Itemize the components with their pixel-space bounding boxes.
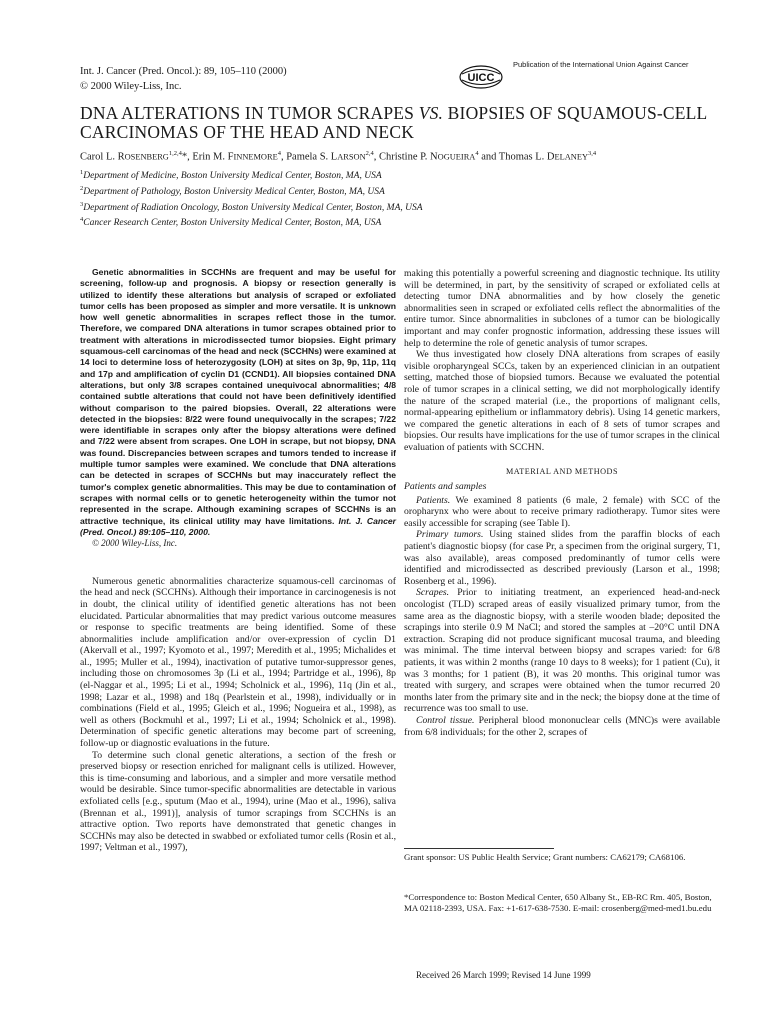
- methods-paragraph: Primary tumors. Using stained slides from the paraffin blocks of each patient's diagnostic biopsy (for case Pr, a specimen from the original surgery, T1, was also available), areas composed predominantly of tumor cells were identified and microdissected as described previously (Larson et al., 1998; Rosenberg et al., 1996).: [404, 529, 720, 587]
- affiliation: $^3$Department of Radiation Oncology, Boston University Medical Center, Boston, MA, USA: [80, 200, 423, 213]
- methods-paragraph: Patients. We examined 8 patients (6 male, 2 female) with SCC of the oropharynx who were about to receive primary radiotherapy. Tumor sites were easily accessible for scraping (see Table I).: [404, 494, 720, 529]
- right-column: [404, 268, 720, 738]
- affiliation: $^2$Department of Pathology, Boston University Medical Center, Boston, MA, USA: [80, 184, 385, 197]
- left-column: [80, 267, 396, 854]
- run-in-head: Primary tumors.: [416, 529, 484, 541]
- logo-text: UICC: [467, 72, 495, 84]
- received-dates: Received 26 March 1999; Revised 14 June 1999: [416, 970, 591, 980]
- footnote-rule: [404, 848, 554, 849]
- affiliation: $^4$Cancer Research Center, Boston University Medical Center, Boston, MA, USA: [80, 216, 382, 229]
- journal-copyright: © 2000 Wiley-Liss, Inc.: [80, 81, 182, 92]
- affiliation-text: Department of Pathology, Boston University Medical Center, Boston, MA, USA: [83, 186, 385, 197]
- run-in-head: Scrapes.: [416, 587, 450, 599]
- run-in-head: Control tissue.: [416, 714, 475, 726]
- affiliation-text: Department of Radiation Oncology, Boston University Medical Center, Boston, MA, USA: [83, 202, 423, 213]
- affiliation-text: Cancer Research Center, Boston University Medical Center, Boston, MA, USA: [83, 218, 382, 229]
- author-list: Carol L. ROSENBERG$^{1,2,4}$*, Erin M. FINNEMORE$^4$, Pamela S. LARSON$^{2,4}$, Christine P. NOGUEIRA$^4$ and Thomas L. DELANEY$^{3,4}$: [80, 150, 597, 163]
- methods-paragraph: Scrapes. Prior to initiating treatment, an experienced head-and-neck oncologist (TLD) scraped areas of easily visualized primary tumor, from the same area as the diagnostic biopsy, with a sterile wooden blade; deposited the scrapings into sterile 0.9 M NaCl; and stored the samples at –20°C until DNA extraction. Scraping did not produce significant mucosal trauma, and bleeding was minimal. The time interval between biopsy and scrapes varied: for 6/8 patients, it was within 2 months (range 10 days to 8 weeks); for 1 patient (Cu), it was 3 months; for 1 patient (B), it was 20 months. This original tumor was treated with surgery, and scrapes were obtained when the tumor recurred 20 months later from the primary site and in the neck; the biopsy done at the time of recurrence was too small to use.: [404, 587, 720, 715]
- subsection-heading: Patients and samples: [404, 481, 487, 493]
- affiliations: [80, 167, 720, 230]
- abstract-copyright: © 2000 Wiley-Liss, Inc.: [92, 538, 178, 549]
- journal-citation: Int. J. Cancer (Pred. Oncol.): 89, 105–110 (2000): [80, 66, 287, 77]
- methods-paragraph: Control tissue. Peripheral blood mononuclear cells (MNC)s were available from 6/8 individuals; for the other 2, scrapes of: [404, 714, 721, 738]
- paper-title: DNA ALTERATIONS IN TUMOR SCRAPES VS. BIOPSIES OF SQUAMOUS-CELL CARCINOMAS OF THE HEAD AND NECK: [80, 103, 707, 142]
- body-paragraph: We thus investigated how closely DNA alterations from scrapes of easily visible oropharyngeal SCCs, taken by an experienced clinician in an outpatient setting, matched those of biopsied tumors. Because we evaluated the potential role of tumor scrapes in a clinical setting, we did not morphologically identify the nature of the scraped material (i.e., the proportions of malignant cells, normal-appearing epithelium or inflammatory debris). Using 14 genetic markers, we compared the genetic alterations in each of 8 sets of tumor scrapes and biopsies. Our results have implications for the use of tumor scrapes in the clinical evaluation of patients with SCCHN.: [404, 349, 720, 453]
- intro-paragraph: To determine such clonal genetic alterations, a section of the fresh or preserved biopsy or resection enriched for malignant cells is utilized. However, this is time-consuming and laborious, and a simpler and more versatile method would be desirable. Since tumor-specific abnormalities are detectable in various exfoliated cells [e.g., sputum (Mao et al., 1994), urine (Mao et al., 1996), saliva (Brennan et al., 1991)], analysis of tumor scrapings from SCCHNs is an attractive option. Two reports have demonstrated that genetic changes in SCCHNs may also be detected in swabbed or exfoliated tumor cells (Rosin et al., 1997; Veltman et al., 1997),: [80, 749, 396, 854]
- intro-paragraph: Numerous genetic abnormalities characterize squamous-cell carcinomas of the head and neck (SCCHNs). Although their importance in carcinogenesis is not in doubt, the clinical utility of identified genetic alterations has not been elucidated. Particular abnormalities that may predict various outcome measures or response to specific treatments are being identified. Some of these abnormalities include amplification and/or over-expression of cyclin D1 (Akervall et al., 1997; Kyomoto et al., 1997; Meredith et al., 1995; Michalides et al., 1995; Muller et al., 1994), inactivation of putative tumor-suppressor genes, including those on chromosomes 3p (Li et al., 1994; Partridge et al., 1996), 8p (el-Naggar et al., 1995; Li et al., 1994; Scholnick et al., 1996), 11q (Jin et al., 1998; Lazar et al., 1998) and 18q (Pearlstein et al., 1998), individually or in combinations (Field et al., 1995; Gleich et al., 1996; Nogueira et al., 1998), as well as others (Bockmuhl et al., 1997; Li et al., 1994; Scholnick et al., 1998). Determination of specific genetic alterations may become part of screening, follow-up or diagnostic evaluations in the future.: [80, 575, 396, 750]
- body-paragraph: making this potentially a powerful screening and diagnostic technique. Its utility will be determined, in part, by the sensitivity of scraped or exfoliated cells at detecting tumor DNA abnormalities and by how closely the genetic abnormalities seen in scraped or exfoliated cells reflect the abnormalities of the entire tumor. Since abnormalities in subclones of a tumor can be biologically important and may confer prognostic information, addressing these issues will help to determine the role of genetic analysis of tumor scrapes.: [404, 268, 720, 349]
- grant-footnote: Grant sponsor: US Public Health Service; Grant numbers: CA62179; CA68106.: [404, 852, 686, 862]
- abstract-text: Genetic abnormalities in SCCHNs are frequent and may be useful for screening, follow-up and prognosis. A biopsy or resection generally is utilized to identify these alterations but analysis of scraped or exfoliated tumor cells has been proposed as simpler and more versatile. It is unknown how well genetic abnormalities in scrapes reflect those in the tumor. Therefore, we compared DNA alterations in tumor scrapes obtained prior to treatment with alterations in microdissected tumor biopsies. Eight primary squamous-cell carcinomas of the head and neck (SCCHNs) were examined at 14 loci to determine loss of heterozygosity (LOH) at sites on 3p, 9p, 11p, 11q and 17p and amplification of cyclin D1 (CCND1). All biopsies contained DNA alterations, but only 3/8 scrapes contained unequivocal abnormalities; 4/8 contained subtle alterations that could not have been definitively identified without comparison to the paired biopsies. Overall, 22 alterations were detected in the biopsies: 8/22 were found unequivocally in the scrapes; 7/22 were identifiable in scrapes only after the biopsy alterations were defined and 7/22 were absent from scrapes. One LOH in scrape, but not biopsy, DNA was found. Discrepancies between scrapes and tumors tended to increase if multiple tumor samples were examined. We conclude that DNA alterations can be detected in scrapes of SCCHNs but may inaccurately reflect the tumor's complex genetic abnormalities. This may be due to contamination of scrapes with normal cells or to genetic heterogeneity within the tumor not represented in the scrape. Although examining scrapes of SCCHNs is an attractive technique, its clinical utility may have limitations.: [80, 267, 396, 526]
- publisher-note: Publication of the International Union Against Cancer: [513, 60, 689, 69]
- section-heading: MATERIAL AND METHODS: [505, 466, 619, 476]
- abstract-citation: Int. J. Cancer (Pred. Oncol.) 89:105–110, 2000.: [80, 515, 396, 537]
- journal-header: [80, 64, 287, 94]
- run-in-head: Patients.: [416, 494, 451, 506]
- affiliation-text: Department of Medicine, Boston University Medical Center, Boston, MA, USA: [83, 171, 382, 182]
- affiliation: $^1$Department of Medicine, Boston University Medical Center, Boston, MA, USA: [80, 169, 382, 182]
- abstract: [80, 267, 396, 538]
- correspondence-footnote: *Correspondence to: Boston Medical Center, 650 Albany St., EB-RC Rm. 405, Boston, MA 02118-2393, USA. Fax: +1-617-638-7530. E-mail: crosenberg@med-med1.bu.edu: [404, 892, 712, 913]
- uicc-logo: [458, 64, 504, 90]
